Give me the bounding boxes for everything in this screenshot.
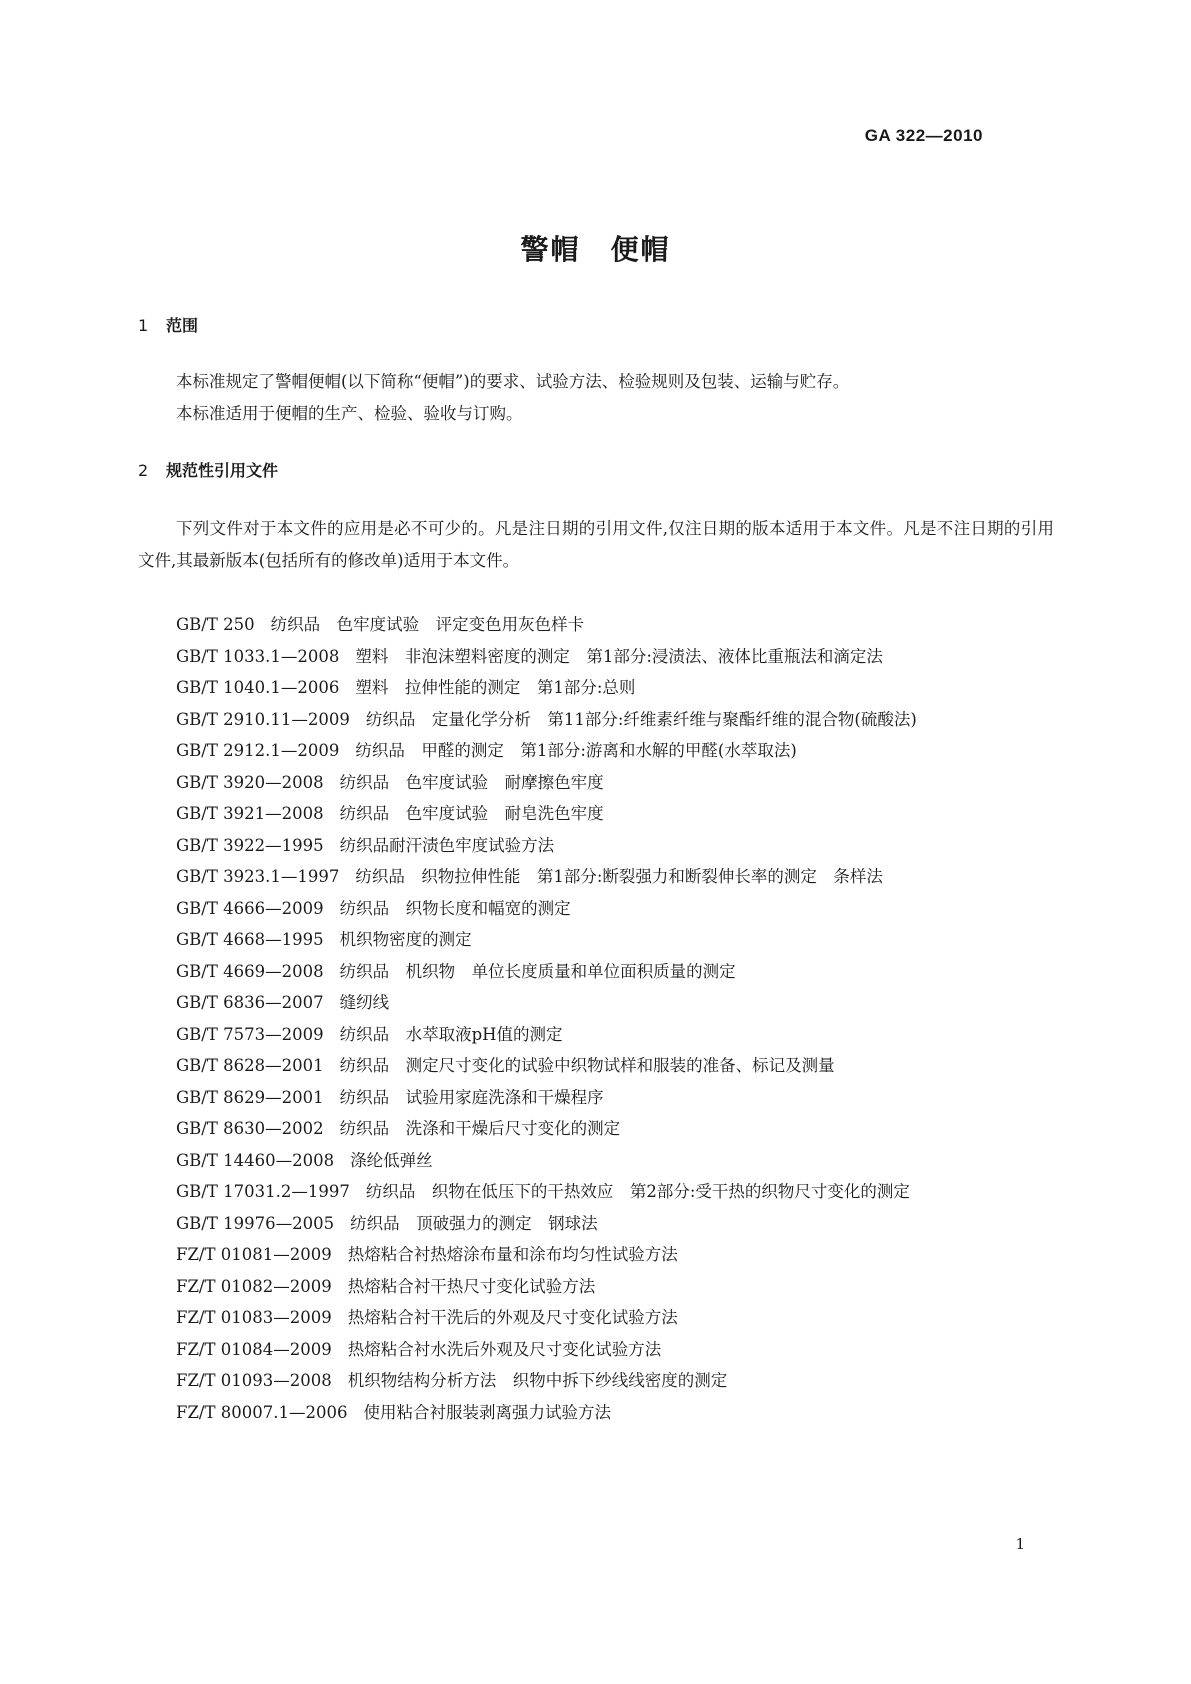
reference-item — [138, 1019, 1054, 1051]
reference-title: 纺织品 甲醛的测定 第1部分:游离和水解的甲醛(水萃取法) — [355, 741, 797, 760]
reference-item — [138, 1365, 1054, 1397]
reference-title: 纺织品 机织物 单位长度质量和单位面积质量的测定 — [339, 961, 736, 981]
reference-item — [138, 830, 1054, 862]
reference-code: GB/T 2912.1—2009 — [176, 741, 340, 760]
reference-item — [138, 1050, 1054, 1082]
reference-code: GB/T 250 — [176, 615, 255, 634]
reference-list — [138, 609, 1054, 1428]
reference-code: GB/T 8629—2001 — [176, 1087, 324, 1107]
reference-title: 纺织品耐汗渍色牢度试验方法 — [339, 835, 555, 855]
reference-title: 纺织品 测定尺寸变化的试验中织物试样和服装的准备、标记及测量 — [339, 1056, 835, 1075]
reference-code: GB/T 3923.1—1997 — [176, 867, 340, 886]
reference-title: 纺织品 织物长度和幅宽的测定 — [339, 898, 571, 918]
section-2-intro — [138, 513, 1054, 576]
reference-title: 机织物密度的测定 — [339, 930, 472, 949]
reference-title: 热熔粘合衬干洗后的外观及尺寸变化试验方法 — [347, 1308, 678, 1327]
reference-item — [138, 861, 1054, 893]
section-2-title: 规范性引用文件 — [166, 461, 279, 480]
reference-item — [138, 1334, 1054, 1366]
reference-title: 使用粘合衬服装剥离强力试验方法 — [363, 1402, 611, 1422]
reference-item — [138, 735, 1054, 767]
page-number: 1 — [1015, 1535, 1025, 1553]
reference-code: FZ/T 01082—2009 — [176, 1276, 332, 1296]
reference-title: 纺织品 织物在低压下的干热效应 第2部分:受干热的织物尺寸变化的测定 — [365, 1182, 910, 1201]
reference-code: GB/T 17031.2—1997 — [176, 1182, 350, 1201]
reference-item — [138, 1208, 1054, 1240]
reference-item — [138, 641, 1054, 673]
reference-code: FZ/T 01084—2009 — [176, 1339, 332, 1359]
reference-item — [138, 924, 1054, 956]
reference-code: GB/T 4666—2009 — [176, 898, 324, 918]
reference-item — [138, 987, 1054, 1019]
reference-code: GB/T 2910.11—2009 — [176, 709, 350, 729]
reference-title: 纺织品 色牢度试验 评定变色用灰色样卡 — [270, 615, 585, 634]
reference-title: 纺织品 顶破强力的测定 钢球法 — [350, 1213, 598, 1233]
reference-item — [138, 609, 1054, 641]
reference-item — [138, 672, 1054, 704]
section-2-number: 2 — [138, 461, 149, 480]
reference-code: GB/T 4668—1995 — [176, 930, 324, 949]
reference-item — [138, 956, 1054, 988]
reference-code: GB/T 7573—2009 — [176, 1024, 324, 1044]
reference-item — [138, 1113, 1054, 1145]
paragraph: 本标准规定了警帽便帽(以下简称“便帽”)的要求、试验方法、检验规则及包装、运输与贮存。 — [176, 372, 850, 391]
reference-title: 纺织品 色牢度试验 耐摩擦色牢度 — [339, 772, 604, 792]
reference-code: GB/T 3920—2008 — [176, 772, 324, 792]
section-1-body — [138, 366, 1054, 429]
reference-code: FZ/T 01081—2009 — [176, 1245, 332, 1264]
reference-title: 纺织品 洗涤和干燥后尺寸变化的测定 — [339, 1119, 621, 1138]
reference-item — [138, 1239, 1054, 1271]
reference-item — [138, 1397, 1054, 1429]
section-2-heading — [138, 458, 278, 481]
reference-code: GB/T 4669—2008 — [176, 961, 324, 981]
standard-number: GA 322—2010 — [864, 126, 983, 145]
section-1-title: 范围 — [166, 316, 199, 335]
reference-code: FZ/T 80007.1—2006 — [176, 1402, 348, 1422]
reference-item — [138, 1176, 1054, 1208]
reference-title: 纺织品 织物拉伸性能 第1部分:断裂强力和断裂伸长率的测定 条样法 — [355, 867, 883, 886]
reference-code: GB/T 8630—2002 — [176, 1119, 324, 1138]
reference-item — [138, 893, 1054, 925]
reference-code: GB/T 19976—2005 — [176, 1213, 335, 1233]
reference-title: 热熔粘合衬干热尺寸变化试验方法 — [347, 1276, 596, 1296]
reference-item — [138, 798, 1054, 830]
reference-title: 纺织品 色牢度试验 耐皂洗色牢度 — [339, 804, 604, 823]
reference-code: GB/T 14460—2008 — [176, 1150, 335, 1170]
reference-code: GB/T 6836—2007 — [176, 993, 324, 1012]
reference-item — [138, 767, 1054, 799]
reference-title: 热熔粘合衬水洗后外观及尺寸变化试验方法 — [347, 1339, 662, 1359]
reference-code: GB/T 3921—2008 — [176, 804, 324, 823]
reference-title: 纺织品 试验用家庭洗涤和干燥程序 — [339, 1087, 604, 1107]
reference-title: 热熔粘合衬热熔涂布量和涂布均匀性试验方法 — [347, 1245, 678, 1264]
reference-title: 塑料 拉伸性能的测定 第1部分:总则 — [355, 678, 636, 697]
paragraph: 下列文件对于本文件的应用是必不可少的。凡是注日期的引用文件,仅注日期的版本适用于本文件。凡是不注日期的引用文件,其最新版本(包括所有的修改单)适用于本文件。 — [138, 519, 1054, 570]
reference-title: 缝纫线 — [339, 993, 390, 1012]
reference-code: GB/T 1033.1—2008 — [176, 646, 340, 666]
reference-title: 涤纶低弹丝 — [350, 1150, 433, 1170]
section-1-number: 1 — [138, 316, 149, 335]
reference-item — [138, 1271, 1054, 1303]
reference-code: FZ/T 01093—2008 — [176, 1371, 332, 1390]
reference-code: FZ/T 01083—2009 — [176, 1308, 332, 1327]
reference-item — [138, 1082, 1054, 1114]
reference-item — [138, 1302, 1054, 1334]
reference-title: 纺织品 水萃取液pH值的测定 — [339, 1024, 563, 1044]
document-title: 警帽 便帽 — [520, 233, 671, 266]
reference-code: GB/T 1040.1—2006 — [176, 678, 340, 697]
reference-title: 纺织品 定量化学分析 第11部分:纤维素纤维与聚酯纤维的混合物(硫酸法) — [365, 709, 917, 729]
reference-item — [138, 1145, 1054, 1177]
reference-item — [138, 704, 1054, 736]
reference-title: 机织物结构分析方法 织物中拆下纱线线密度的测定 — [347, 1371, 728, 1390]
paragraph: 本标准适用于便帽的生产、检验、验收与订购。 — [176, 403, 523, 423]
section-1-heading — [138, 313, 198, 336]
reference-code: GB/T 3922—1995 — [176, 835, 324, 855]
reference-title: 塑料 非泡沫塑料密度的测定 第1部分:浸渍法、液体比重瓶法和滴定法 — [355, 646, 883, 666]
reference-code: GB/T 8628—2001 — [176, 1056, 324, 1075]
